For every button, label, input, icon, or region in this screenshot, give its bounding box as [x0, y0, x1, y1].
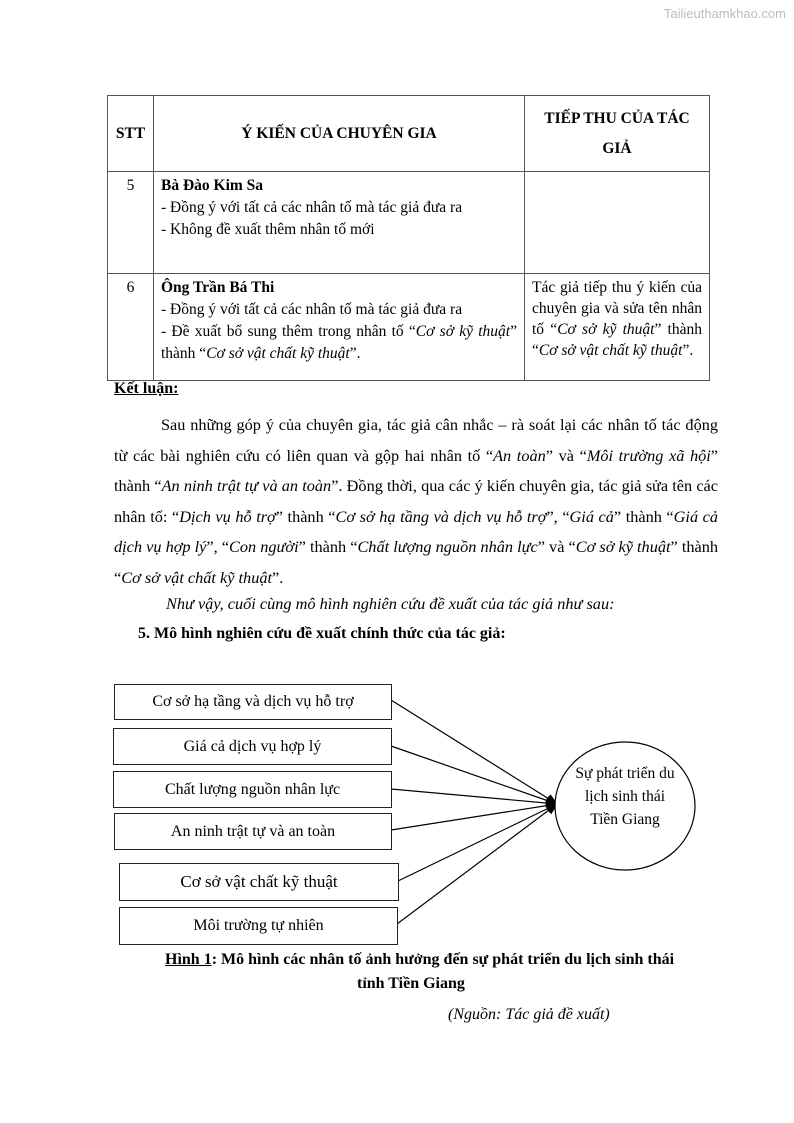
- figure-label: Hình 1: [165, 951, 212, 968]
- expert-name: Bà Đào Kim Sa: [161, 177, 264, 194]
- row-stt: 6: [108, 274, 154, 381]
- factor-box: Giá cả dịch vụ hợp lý: [113, 728, 392, 765]
- expert-name: Ông Trần Bá Thi: [161, 279, 275, 296]
- row-feedback: Tác giả tiếp thu ý kiến của chuyên gia và sửa tên nhân tố “Cơ sở kỹ thuật” thành “Cơ sở vật chất kỹ thuật”.: [525, 274, 710, 381]
- header-stt: STT: [108, 96, 154, 172]
- factor-box: An ninh trật tự và an toàn: [114, 813, 392, 850]
- outcome-label: Sự phát triển du lịch sinh thái Tiền Giang: [575, 765, 675, 828]
- figure-caption: Hình 1: Mô hình các nhân tố ảnh hưởng đến sự phát triển du lịch sinh thái: [165, 951, 675, 968]
- conclusion-heading: Kết luận:: [114, 380, 179, 397]
- opinion-line: - Không đề xuất thêm nhân tố mới: [161, 221, 375, 238]
- section-heading: 5. Mô hình nghiên cứu đề xuất chính thức của tác giả:: [138, 625, 506, 642]
- figure-caption-line2: tỉnh Tiền Giang: [357, 975, 465, 992]
- row-stt: 5: [108, 172, 154, 274]
- header-opinion: Ý KIẾN CỦA CHUYÊN GIA: [154, 96, 525, 172]
- arrow-line: [391, 746, 557, 804]
- factor-box: Cơ sở hạ tầng và dịch vụ hỗ trợ: [114, 684, 392, 720]
- factor-box: Cơ sở vật chất kỹ thuật: [119, 863, 399, 901]
- conclusion-paragraph: Sau những góp ý của chuyên gia, tác giả cân nhắc – rà soát lại các nhân tố tác động từ các bài nghiên cứu có liên quan và gộp hai nhân tố “An toàn” và “Môi trường xã hội” thành “An ninh trật tự và an toàn”. Đồng thời, qua các ý kiến chuyên gia, tác giả sửa tên các nhân tố: “Dịch vụ hỗ trợ” thành “Cơ sở hạ tầng và dịch vụ hỗ trợ”, “Giá cả” thành “Giá cả dịch vụ hợp lý”, “Con người” thành “Chất lượng nguồn nhân lực” và “Cơ sở kỹ thuật” thành “Cơ sở vật chất kỹ thuật”.: [114, 415, 719, 587]
- header-feedback-line1: TIẾP THU CỦA TÁC: [544, 109, 690, 127]
- conclusion-summary: Như vậy, cuối cùng mô hình nghiên cứu đề xuất của tác giả như sau:: [166, 594, 615, 613]
- arrow-line: [397, 804, 557, 924]
- header-feedback-line2: GIẢ: [602, 139, 632, 157]
- arrow-line: [391, 804, 557, 830]
- opinion-line: - Đề xuất bổ sung thêm trong nhân tố “Cơ sở kỹ thuật” thành “Cơ sở vật chất kỹ thuật”.: [161, 323, 517, 362]
- arrow-line: [391, 700, 557, 804]
- opinion-line: - Đồng ý với tất cả các nhân tố mà tác giả đưa ra: [161, 301, 463, 318]
- arrow-line: [391, 789, 557, 804]
- opinion-line: - Đồng ý với tất cả các nhân tố mà tác giả đưa ra: [161, 199, 463, 216]
- watermark: Tailieuthamkhao.com: [663, 6, 786, 21]
- factor-box: Chất lượng nguồn nhân lực: [113, 771, 392, 808]
- factor-box: Môi trường tự nhiên: [119, 907, 398, 945]
- arrow-line: [398, 804, 557, 881]
- figure-source: (Nguồn: Tác giả đề xuất): [448, 1006, 610, 1023]
